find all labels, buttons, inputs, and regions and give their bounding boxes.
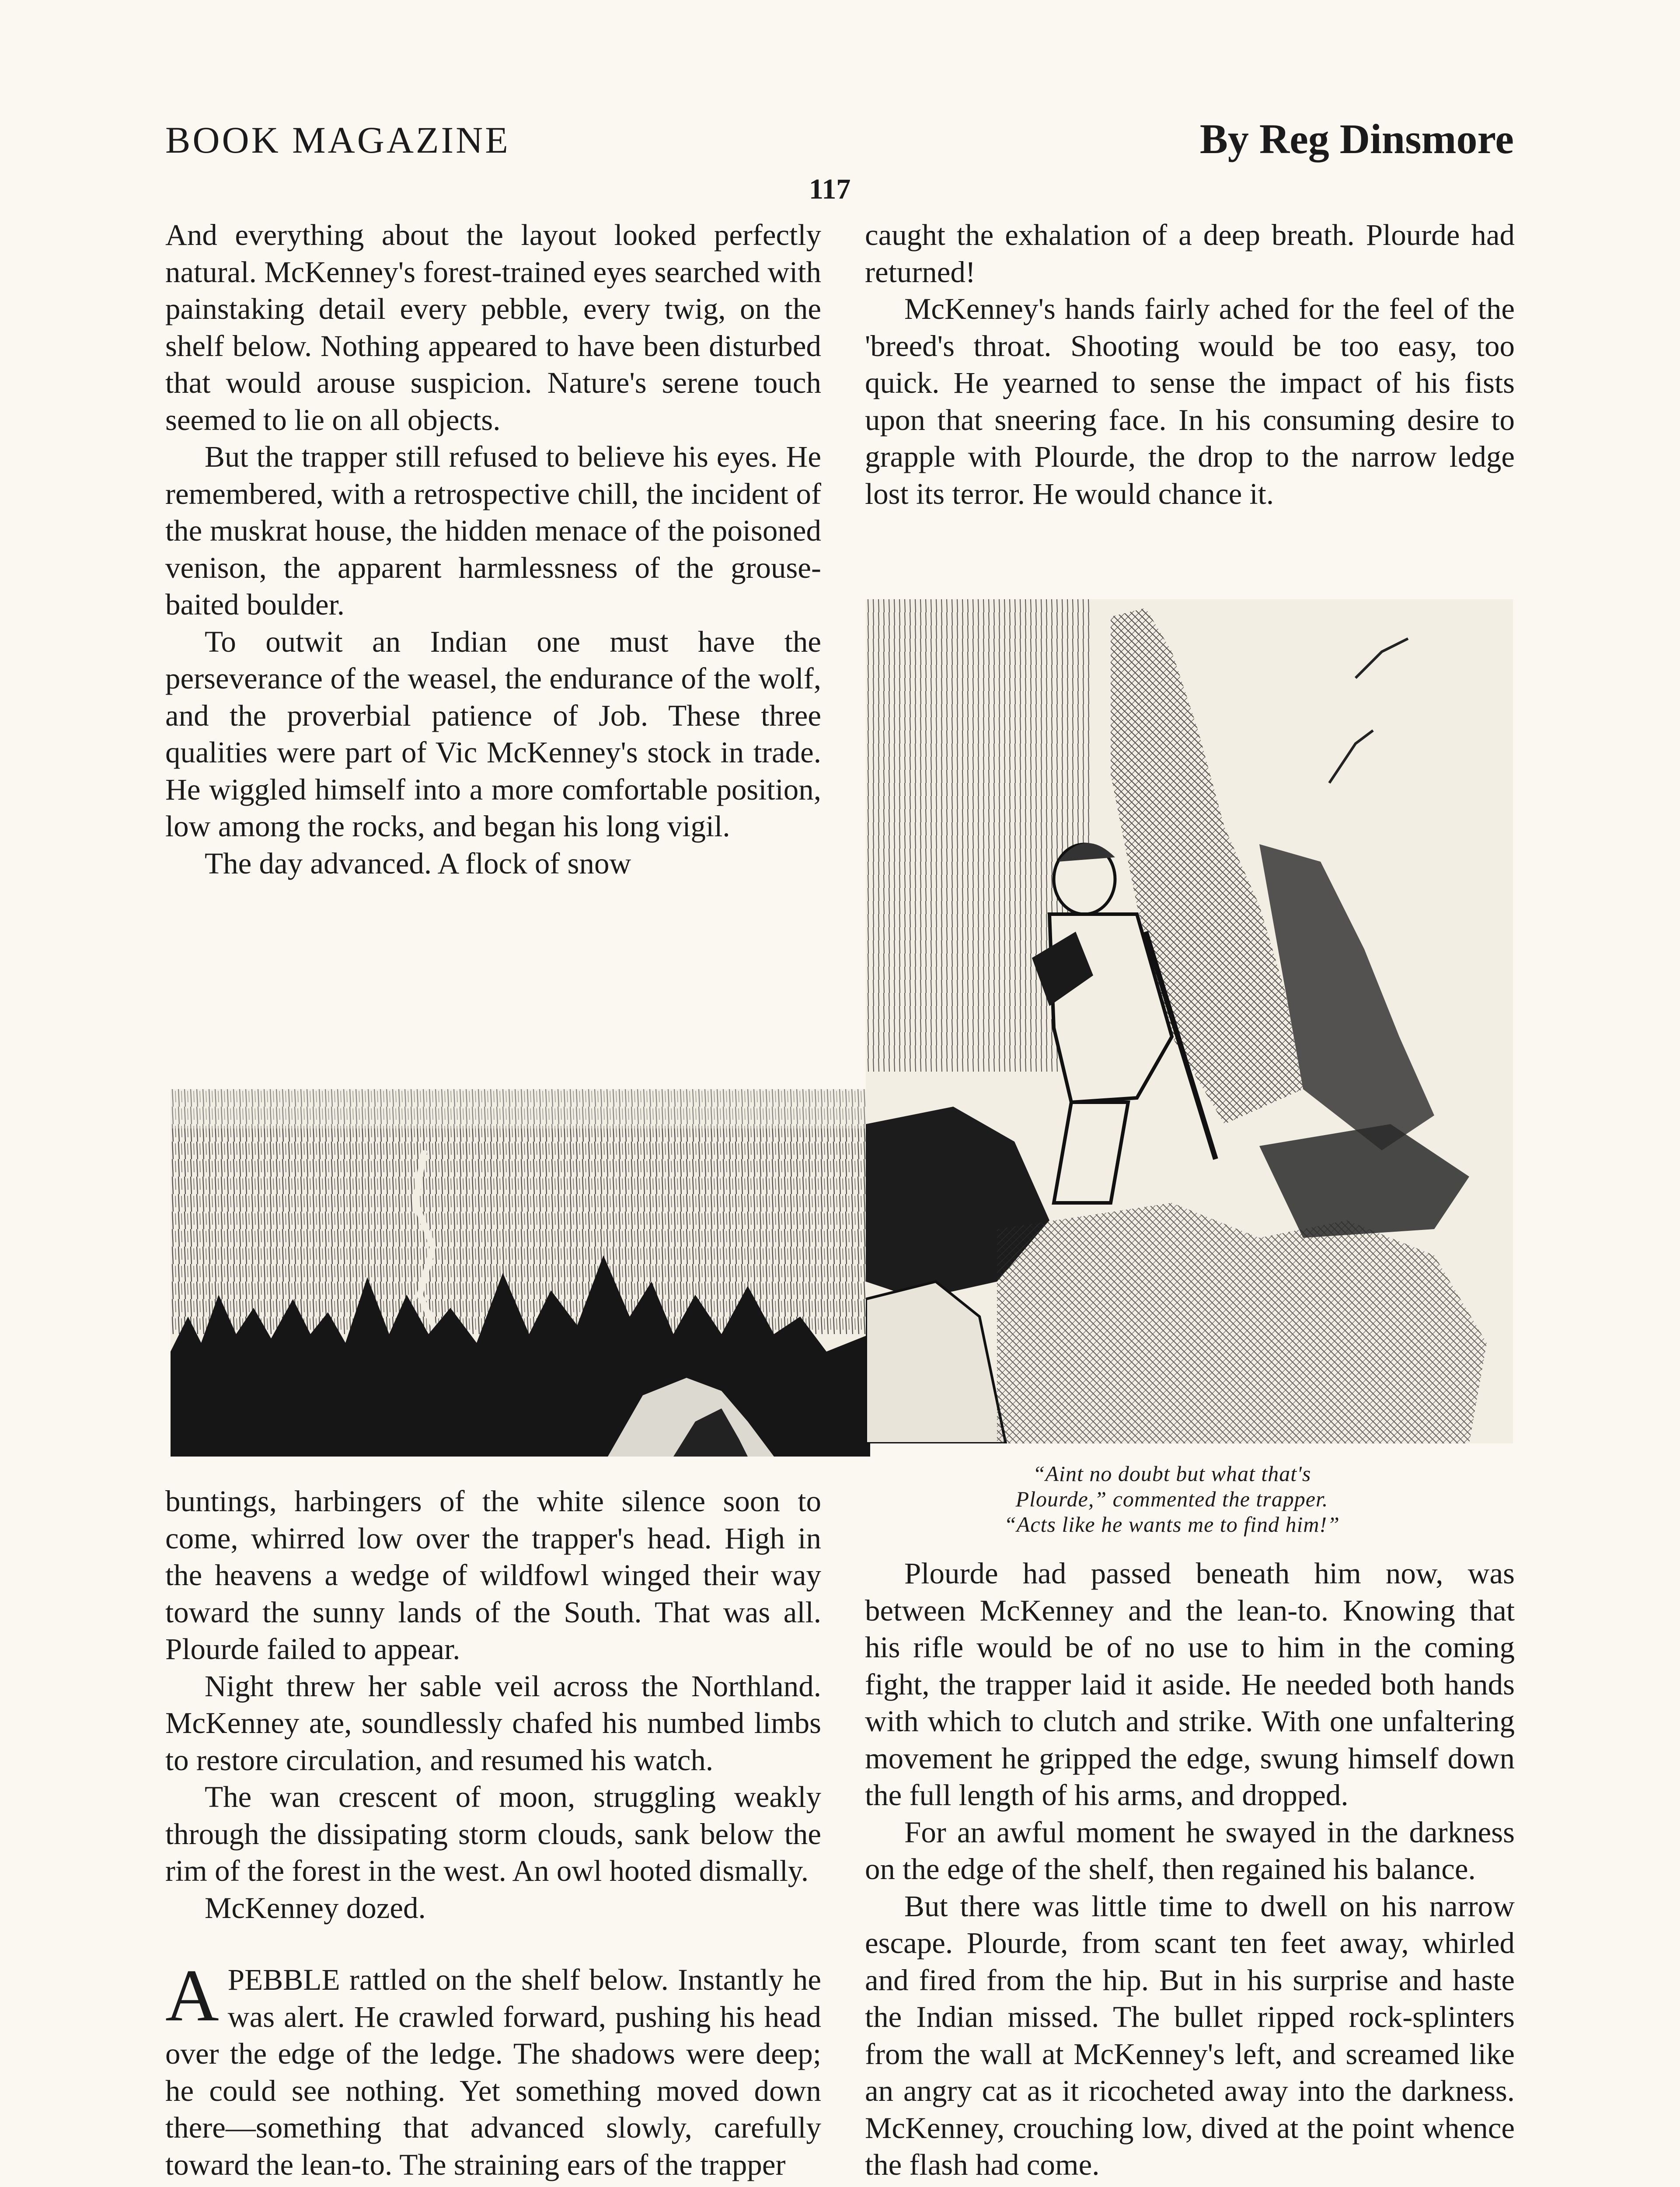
trapper-drawing [866, 599, 1513, 1443]
paragraph: The wan crescent of moon, struggling weakly through the dissipating storm clouds, sank below the rim of the forest in the west. An owl hooted dismally. [165, 1780, 821, 1887]
paragraph: Night threw her sable veil across the Northland. McKenney ate, soundlessly chafed his numbed limbs to restore circulation, and resumed his watch. [165, 1669, 821, 1777]
right-column-top [865, 217, 1515, 512]
paragraph: And everything about the layout looked perfectly natural. McKenney's forest-trained eyes searched with painstaking detail every pebble, every twig, on the shelf below. Nothing appeared to have been disturbed that would arouse suspicion. Nature's serene touch seemed to lie on all objects. [165, 218, 821, 437]
drop-cap-letter: A [165, 1954, 219, 2037]
paragraph: Plourde had passed beneath him now, was between McKenney and the lean-to. Knowing that his rifle would be of no use to him in the coming fight, the trapper laid it aside. He needed both hands with which to clutch and strike. With one unfaltering movement he gripped the edge, swung himself down the full length of his arms, and dropped. [865, 1557, 1515, 1812]
paragraph: caught the exhalation of a deep breath. Plourde had returned! [865, 218, 1515, 289]
paragraph: McKenney's hands fairly ached for the feel of the 'breed's throat. Shooting would be too easy, too quick. He yearned to sense the impact of his fists upon that sneering face. In his consuming desire to grapple with Plourde, the drop to the narrow ledge lost its terror. He would chance it. [865, 292, 1515, 510]
paragraph: The day advanced. A flock of snow [205, 846, 631, 880]
trapper-illustration [866, 599, 1513, 1443]
paragraph: But there was little time to dwell on his narrow escape. Plourde, from scant ten feet away, whirled and fired from the hip. But in his surprise and haste the Indian missed. The bullet ripped rock-splinters from the wall at McKenney's left, and screamed like an angry cat as it ricocheted away into the darkness. McKenney, crouching low, dived at the point whence the flash had come. [865, 1889, 1515, 2181]
author-byline: By Reg Dinsmore [1199, 115, 1514, 162]
illustration-caption [892, 1461, 1452, 1537]
dropcap-paragraph [165, 1954, 821, 2183]
forest-drawing [171, 1089, 870, 1457]
caption-line: “Acts like he wants me to find him!” [1004, 1512, 1340, 1537]
magazine-title: BOOK MAGAZINE [165, 119, 510, 161]
dropcap-text: PEBBLE rattled on the shelf below. Instantly he was alert. He crawled forward, pushing his head over the edge of the ledge. The shadows were deep; he could see nothing. Yet something moved down there—something that advanced slowly, carefully toward the lean-to. The straining ears of the trapper [165, 1963, 821, 2181]
forest-illustration [171, 1089, 870, 1457]
paragraph: But the trapper still refused to believe his eyes. He remembered, with a retrospective chill, the incident of the muskrat house, the hidden menace of the poisoned venison, the apparent harmlessness of the grouse-baited boulder. [165, 440, 821, 621]
caption-line: Plourde,” commented the trapper. [1015, 1487, 1328, 1511]
left-column-top [165, 217, 821, 882]
caption-line: “Aint no doubt but what that's [1032, 1461, 1311, 1486]
paragraph: For an awful moment he swayed in the darkness on the edge of the shelf, then regained his balance. [865, 1815, 1515, 1886]
paragraph: To outwit an Indian one must have the perseverance of the weasel, the endurance of the wolf, and the proverbial patience of Job. These three qualities were part of Vic McKenney's stock in trade. He wiggled himself into a more comfortable position, low among the rocks, and began his long vigil. [165, 625, 821, 843]
left-column-bottom [165, 1483, 821, 2183]
paragraph: buntings, harbingers of the white silence soon to come, whirred low over the trapper's head. High in the heavens a wedge of wildfowl winged their way toward the sunny lands of the South. That was all. Plourde failed to appear. [165, 1485, 821, 1666]
page-number: 117 [809, 173, 851, 205]
right-column-bottom [865, 1555, 1515, 2184]
paragraph: McKenney dozed. [205, 1891, 426, 1925]
